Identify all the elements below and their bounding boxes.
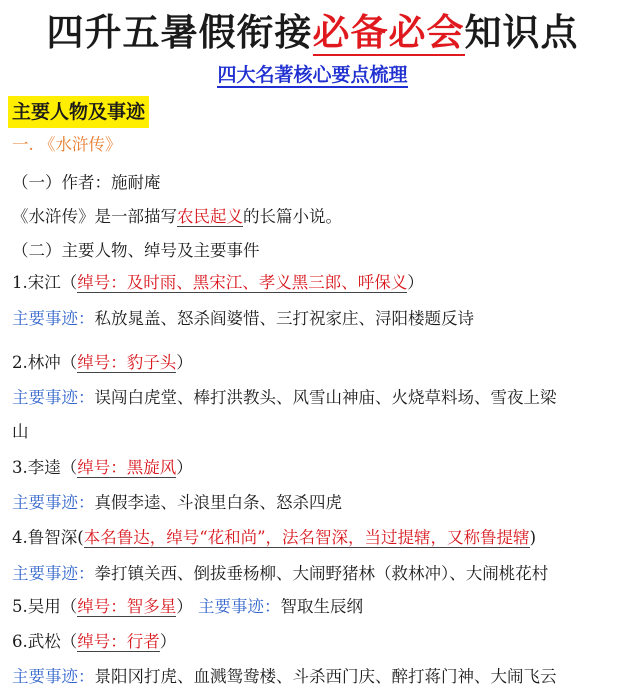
character-nickname: 绰号：黑旋风 (77, 458, 177, 477)
book-title: 一. 《水浒传》 (12, 135, 122, 154)
characters-subheading: （二）主要人物、绰号及主要事件 (12, 241, 260, 260)
character-line (12, 629, 176, 655)
events-label: 主要事迹： (12, 493, 95, 512)
page-title (0, 6, 625, 58)
subtitle-text: 四大名著核心要点梳理 (217, 64, 408, 86)
events-label: 主要事迹： (12, 564, 95, 583)
events-text: 拳打镇关西、倒拔垂杨柳、大闹野猪林（救林冲）、大闹桃花村 (94, 564, 549, 583)
events-line (12, 306, 474, 332)
character-name: 3.李逵（ (12, 458, 78, 477)
events-line (12, 490, 342, 516)
character-name: 2.林冲（ (12, 353, 78, 372)
book-author: （一）作者：施耐庵 (12, 173, 161, 192)
events-text: 真假李逵、斗浪里白条、怒杀四虎 (94, 493, 342, 512)
events-label: 主要事迹： (12, 667, 95, 686)
paren-close: ） (176, 597, 193, 616)
paren-close: ） (176, 458, 193, 477)
character-line (12, 270, 424, 296)
character-line (12, 525, 536, 551)
desc-pre: 《水浒传》是一部描写 (12, 207, 177, 226)
events-continuation: 山 (12, 422, 29, 441)
events-label: 主要事迹： (12, 309, 95, 328)
events-text: 误闯白虎堂、棒打洪教头、风雪山神庙、火烧草料场、雪夜上梁 (94, 388, 557, 407)
paren-close: ） (159, 632, 177, 651)
character-nickname: 绰号：及时雨、黑宋江、孝义黑三郎、呼保义 (77, 273, 408, 292)
events-text: 私放晁盖、怒杀阎婆惜、三打祝家庄、浔阳楼题反诗 (94, 309, 474, 328)
title-suffix: 知识点 (464, 10, 579, 54)
paren-close: ） (176, 353, 193, 372)
character-line (12, 350, 193, 376)
title-highlight: 必备必会 (312, 10, 465, 54)
character-nickname: 绰号：行者 (77, 632, 160, 651)
character-line (12, 594, 363, 620)
events-line (12, 561, 548, 587)
character-name: 4.鲁智深( (12, 528, 84, 547)
book-description (12, 204, 342, 230)
events-label: 主要事迹： (198, 597, 281, 616)
events-text: 智取生辰纲 (280, 597, 363, 616)
character-nickname: 本名鲁达，绰号“花和尚”，法名智深，当过提辖，又称鲁提辖 (83, 528, 530, 547)
desc-highlight: 农民起义 (177, 207, 243, 226)
events-line (12, 664, 557, 690)
desc-post: 的长篇小说。 (243, 207, 342, 226)
events-text: 景阳冈打虎、血溅鸳鸯楼、斗杀西门庆、醉打蒋门神、大闹飞云 (94, 667, 557, 686)
character-name: 6.武松（ (12, 632, 78, 651)
character-nickname: 绰号：智多星 (77, 597, 177, 616)
page-subtitle (0, 62, 625, 88)
paren-close: ) (529, 528, 536, 547)
events-line (12, 385, 557, 411)
character-nickname: 绰号：豹子头 (77, 353, 177, 372)
paren-close: ） (407, 273, 424, 292)
character-name: 1.宋江（ (12, 273, 78, 292)
title-prefix: 四升五暑假衔接 (46, 10, 313, 54)
section-heading: 主要人物及事迹 (8, 96, 149, 128)
events-label: 主要事迹： (12, 388, 95, 407)
character-line (12, 455, 193, 481)
character-name: 5.吴用（ (12, 597, 78, 616)
